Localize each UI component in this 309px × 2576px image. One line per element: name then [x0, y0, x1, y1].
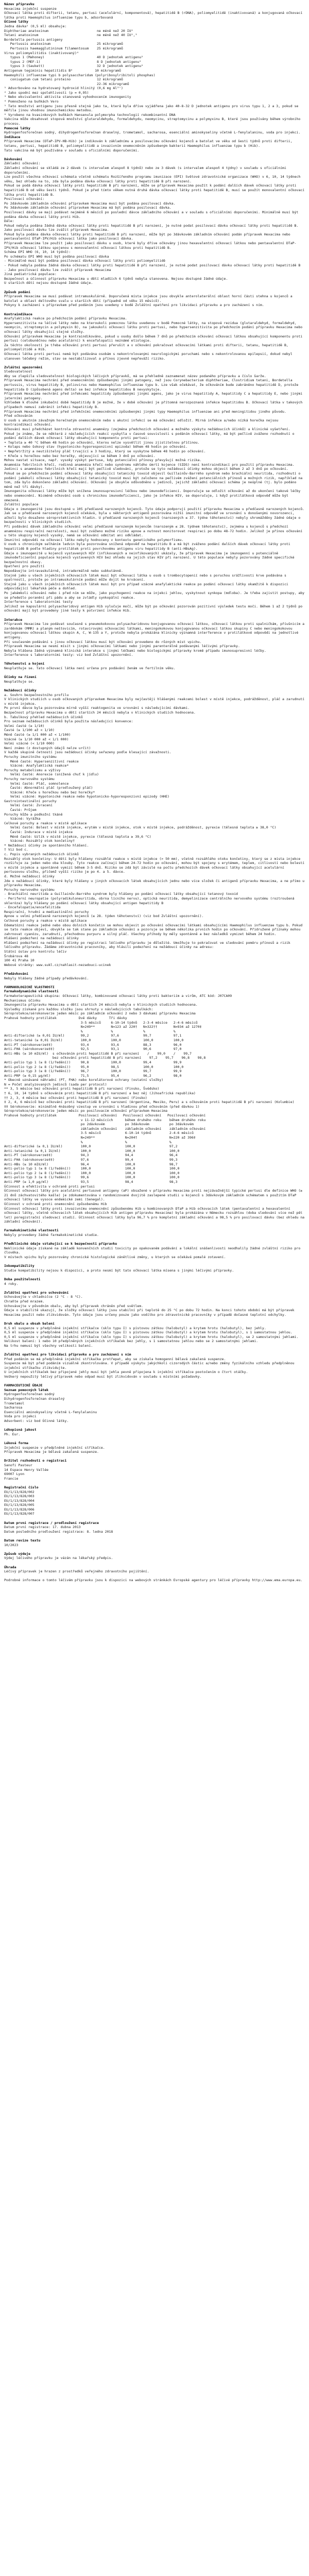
text-line: Respirační, hrudní a mediastinální poruchy: [4, 909, 89, 914]
text-line: * Obecně uznávané náhradní (PT, FHA) nebo korelátorové ochrany (ostatní složky): [4, 1078, 164, 1082]
text-line: Bordetella pertussis antigeny: [4, 37, 63, 42]
section-heading: Druh obalu a obsah balení: [4, 1321, 55, 1326]
text-line: Časté (≥ 1/100 až < 1/10): [4, 728, 55, 733]
text-line: Velmi vzácné (< 1/10 000): [4, 741, 55, 746]
text-line: Anti-polio typ 2 (≥ 8 (1/ředění)) 100,0 100,0 100,0: [4, 1171, 180, 1175]
section-heading: Farmakokinetické vlastnosti: [4, 1228, 59, 1233]
spacer: [4, 1534, 305, 1538]
text-line: Poruchy nervového systému: [4, 776, 55, 781]
text-line: typus 1 (Mahoney) 40 D jednotek antigenu⁵: [4, 55, 144, 60]
text-line: Anti-HBs (≥ 10 mIU/ml) s očkováním proti hepatitidě B při narození / 99,0 / 99,7: [4, 1051, 192, 1056]
text-line: Ph. Eur.: [4, 1432, 21, 1436]
section-heading: Předávkování: [4, 972, 28, 976]
section-heading: Datum první registrace / prodloužení registrace: [4, 1520, 99, 1525]
text-line: Anti-difterické (≥ 0,1 IU/ml) 100,0 100,0 97,2: [4, 1144, 178, 1149]
text-line: EU/1/13/828/003: [4, 1494, 35, 1499]
text-line: Na trhu nemusí být všechny velikosti balení.: [4, 1343, 93, 1348]
text-line: • Teplota ≥ 40 °C během 48 hodin po očkování, kterou nelze vysvětlit jinou zjistitelnou příčinou.: [4, 440, 200, 445]
text-line: Při současném podávání s jinou očkovací látkou musí být očkování provedeno do různých míst vpichu.: [4, 639, 202, 644]
spacer: [4, 1317, 305, 1321]
text-line: Apnoe u velmi předčasně narozených kojenců (≤ 28. týden těhotenství) (viz bod Zvláštní upozornění).: [4, 914, 204, 919]
text-line: Přípravek Hexacima se nesmí mísit s jinými očkovacími látkami nebo jinými parenterálně podávanými léčivými přípravky.: [4, 644, 240, 649]
text-line: Před podáním se má předplněná injekční stříkačka protřepat, aby se získala homogenní bělavá zakalená suspenze.: [4, 1357, 226, 1361]
text-line: V místech vpichu byly pozorovány chronické histologické zánětlivé změny, u kterých se očekává pomalé zotavení.: [4, 1255, 226, 1260]
text-line: Stejně jako u všech injekčních očkovacích látek musí být pro případ vzácné anafylaktické reakce po podání očkovací látky okamžitě k dispozici odpovídající lékařská péče a dohled.: [4, 582, 290, 591]
text-line: Pertussis anatoxinum 25 mikrogramů: [4, 42, 123, 46]
text-line: Interference s laboratorními testy: viz bod Zvláštní upozornění.: [4, 653, 133, 657]
text-line: Po 3dávkovém základním očkování přípravkem Hexacima má být podána posilovací dávka.: [4, 206, 171, 210]
spacer: [4, 1481, 305, 1485]
text-line: Po jakémkoli očkování nebo i před ním se může, jako psychogenní reakce na injekci jehlou, vyskytnout synkopa (mdloba). Je třeba zajistit postupy, aby se předešlo poranění při pádu a aby se zvládly synkopální reakce.: [4, 590, 307, 600]
text-line: ⁶ Vyrobeno na kvasinkových buňkách Hansenula polymorpha technologií rekombinantní DNA: [4, 112, 176, 117]
text-line: Účinnost a efektivita v ochraně proti pertusi: [4, 1184, 95, 1189]
text-line: Imunitní odpovědi na očkovací látku nebyly hodnoceny v kontextu genetického polymorfismu.: [4, 537, 184, 542]
text-line: Edematózní reakce jedné nebo obou dolních končetin se mohou objevit po očkování očkovacími látkami obsahujícími Haemophilus influenzae typu b. Pokud se tato reakce objeví, obvykle se tak stane po základním očkování a pozoruje se během několika prvních hodin po očkování. Přidružené příznaky mohou zahrnovat cyanózu, zarudnutí, přechodnou purpuru a silný pláč. Všechny příhody by měly spontánně a bez následků vymizet během 24 hodin.: [4, 923, 305, 936]
text-line: Základní očkování:: [4, 161, 41, 166]
text-line: Přípravek Hexacima je bělavá zakalená suspenze.: [4, 1450, 99, 1454]
text-line: Pokud byla podána dávka očkovací látky proti hepatitidě B při narození, může být po 3dávkovém základním očkování podán přípravek Hexacima nebo pentavalentní DTaP-IPV/Hib očkovací látka jako posilovací dávka.: [4, 232, 293, 241]
text-line: Aby se zlepšila sledovatelnost biologických léčivých přípravků, má se přehledně zaznamenat název podaného přípravku a číslo šarže.: [4, 374, 266, 378]
text-line: ² Jako spodní mez spolehlivosti (p = 0,95): [4, 90, 89, 95]
section-heading: Předklinické údaje vztahující se k bezpečnosti přípravku: [4, 1242, 117, 1246]
text-line: Dihydrogenfosforečnan draselný: [4, 1397, 65, 1401]
spacer: [4, 1348, 305, 1353]
text-line: Tetani anatoxinum ne méně než 40 IU²,³: [4, 33, 138, 38]
text-line: Výsledky získané pro každou složku jsou shrnuty v následujících tabulkách:: [4, 1007, 153, 1011]
text-line: Účinnost očkovací látky pro acelulární pertusové antigeny (aP) obsažené v přípravku Hexacima proti nejzávažnější typické pertusi dle definice WHO (≥ 21 dnů záchvatovitého kašle) je zdokumentována v randomizované dvojitě zaslepené studii u kojenců s 3dávkovým základním schématem s použitím DTaP očkovací látky ve vysoce endemické zemi (Senegal).: [4, 1189, 305, 1202]
text-line: Anti-FHA (sérokonverze‡‡) 92,5 93,1 90,6 97,0: [4, 1047, 182, 1052]
text-line: Esenciální aminokyseliny včetně L-fenylalaninu: [4, 1410, 97, 1414]
text-line: Diphtheriae anatoxinum ne méně než 20 IU²: [4, 28, 133, 33]
section-heading: Zvláštní opatření pro likvidaci přípravku a pro zacházení s ním: [4, 1352, 131, 1357]
text-line: Jiná pediatrická populace:: [4, 272, 57, 277]
section-heading: Dávkování: [4, 157, 23, 161]
text-line: Mohou nastat situace, např. vysoký výskyt pertuse, kdy potenciální přínosy převyšují možná rizika.: [4, 458, 202, 463]
text-line: Časté: Průjem: [4, 808, 37, 812]
section-heading: Seznam pomocných látek: [4, 1387, 49, 1392]
text-line: Injekční suspenze v předplněné injekční stříkačce.: [4, 1445, 105, 1450]
text-line: Nepodávejte intravaskulárně, intradermálně nebo subkutánně.: [4, 569, 123, 573]
text-line: Očkovací látka proti pertusi nemá být podávána osobám s nekontrolovanými neurologickými poruchami nebo s nekontrolovanou epilepsií, dokud nebyl stanoven léčebný režim, stav se nestabilizoval a přínos zjevně nepřeváží riziko.: [4, 351, 295, 361]
spacer: [4, 1436, 305, 1441]
section-heading: FARMAKOLOGICKÉ VLASTNOSTI: [4, 985, 55, 989]
text-line: ‡ 2, 4, 6 měsíců bez očkování proti hepatitidě B při narození (Argentina, Mexiko, Peru) a s očkováním proti hepatitidě B při narození (Kolumbie): [4, 1100, 295, 1105]
text-line: Účinnost očkovací látky proti invazivnímu onemocnění způsobenému Hib u kombinovaných DTaP a Hib očkovacích látek (pentavalentní a hexavalentní očkovací látky, včetně očkovacích látek obsahujících Hib antigen přípravku Hexacima) byla prokázána v Německu rozsáhlou (doba sledování více než pět let) poregistrační sledovací studií. Účinnost očkovací látky byla 96,7 % pro kompletní základní očkování a 98,5 % pro posilovací dávku (bez ohledu na základní očkování).: [4, 1206, 307, 1224]
text-line: % % %: [4, 1140, 171, 1144]
text-line: Datum první registrace: 17. dubna 2013: [4, 1525, 81, 1530]
text-line: Anti-HBs (≥ 10 mIU/ml) 96,4 100,0 98,7: [4, 1162, 178, 1166]
section-heading: Zvláštní opatření pro uchovávání: [4, 1290, 69, 1295]
section-heading: Název přípravku: [4, 2, 35, 6]
spacer: [4, 671, 305, 675]
text-line: Pokud se podá dávka očkovací látky proti hepatitidě B při narození, může se přípravek Hexacima použít k podání dalších dávek očkovací látky proti hepatitidě B od věku šesti týdnů. Pokud je před tímto věkem nutná druhá dávka očkovací látky proti hepatitidě B, musí se použít monovalentní očkovací látka proti hepatitidě B.: [4, 183, 307, 197]
text-line: †† 2, 3, 4 měsíce bez očkování proti hepatitidě B při narození (Finsko): [4, 1095, 147, 1100]
text-line: Lze použít všechna očkovací schémata včetně schématu Rozšířeného programu imunizace (EPI) Světové zdravotnické organizace (WHO) v 6, 10, 14 týdnech věku, bez ohledu na to, zda byla podána dávka očkovací látky proti hepatitidě B při narození.: [4, 175, 303, 183]
text-line: V klinických studiích u osob očkovaných přípravkem Hexacima byly nejčastěji hlášenými reakcemi bolest v místě injekce, podrážděnost, pláč a zarudnutí v místě injekce.: [4, 697, 307, 706]
text-line: Očkovací látka proti difterii, tetanu, pertusi (acelulární, komponentová), hepatitidě B (rDNA), poliomyelitidě (inaktivovaná) a konjugovaná očkovací látka proti Haemophilus influenzae typu b, adsorbovaná: [4, 11, 305, 20]
text-line: Imunogenita přípravku Hexacima u dětí starších 24 měsíců nebyla v klinických studiích hodnocena.: [4, 1003, 198, 1007]
text-line: 0,5 ml suspenze v předplněné injekční stříkačce (sklo typu I) s pístovou zátkou (halobutyl) a krytem hrotu (halobutyl), bez jehly.: [4, 1326, 266, 1330]
section-heading: Pomocné látky: [4, 126, 30, 130]
text-line: Státní ústav pro kontrolu léčiv: [4, 950, 67, 954]
text-line: Hydrogenfosforečnan sodný, dihydrogenfosforečnan draselný, trometamol, sacharosa, esenciální aminokyseliny včetně L-fenylalaninu, voda pro injekci.: [4, 130, 301, 135]
text-line: Očkování musí předcházet kontrola zdravotní anamnézy (zejména předchozích očkování a možného výskytu nežádoucích účinků) a klinické vyšetření.: [4, 427, 290, 431]
text-line: Méně časté (≥ 1/1 000 až < 1/100): [4, 732, 71, 737]
text-line: Bezpečnost a účinnost přípravku Hexacima u dětí mladších 6 týdnů nebyla stanovena. Nejsou dostupné žádné údaje.: [4, 276, 228, 281]
text-line: Před očkováním: [4, 414, 32, 418]
text-line: * Nežádoucí účinky ze spontánního hlášení.: [4, 843, 89, 848]
text-line: Údaje o imunogenitě jsou dostupné u 105 předčasně narozených kojenců. Tyto údaje podporují použití přípravku Hexacima u předčasně narozených kojenců. Jak se u předčasně narozených kojenců očekává, byla u některých antigenů pozorována nižší imunitní odpověď ve srovnání s donošenými novorozenci, ačkoli bylo dosaženo séroprotektivních hladin. U předčasně narozených kojenců (narozených ≤ 37. týdne těhotenství) nebyly shromážděny žádné údaje o bezpečnosti v klinických studiích.: [4, 506, 307, 524]
section-heading: Těhotenství a kojení: [4, 662, 45, 666]
text-line: Pertussis haemagglutininum filamentosum 25 mikrogramů: [4, 46, 123, 50]
text-line: Chraňte před mrazem.: [4, 1299, 45, 1303]
text-line: ⁵ Tato množství antigenu jsou přesně stejná jako ta, která byla dříve vyjádřena jako 40-8-32 D jednotek antigenu pro virus typu 1, 2 a 3, pokud se měřila jinou vhodnou imunochemickou metodou.: [4, 104, 301, 113]
text-line: - Jako posilovací dávku lze zvážit přípravek Hexacima: [4, 267, 111, 272]
text-line: N=249** N=204† N=220 až 396‡: [4, 1136, 196, 1140]
text-line: v 11-12 měsících během druhého roku během druhého roku: [4, 1117, 206, 1122]
text-line: Interference s laboratorními testy: [4, 600, 73, 604]
text-line: Velmi časté: Anorexie (snížená chuť k jídlu): [4, 772, 99, 777]
text-line: Anti-polio typ 1 (≥ 8 (1/ředění)) 90,8 100,0 99,4 99,9: [4, 1060, 182, 1064]
text-line: Hydrogenfosforečnan sodný: [4, 1392, 55, 1397]
section-heading: Zvláštní upozornění: [4, 365, 43, 369]
section-heading: Nežádoucí účinky: [4, 688, 37, 693]
text-line: ¹ Adsorbováno na hydratovaný hydroxid hlinitý (0,6 mg Al³⁺): [4, 86, 123, 91]
text-line: Suspenze má být před podáním vizuálně zkontrolována. V případě výskytu jakýchkoli cizorodých částic a/nebo změny fyzikálního vzhledu předplněnou injekční stříkačku zlikvidujte.: [4, 1361, 297, 1370]
section-heading: Úhrada: [4, 1565, 16, 1569]
text-line: Velmi časté: Pláč, somnolence: [4, 781, 69, 786]
text-line: Hypersenzitivita na léčivé látky nebo na kteroukoli pomocnou látku uvedenou v bodě Pomocné látky, na stopová rezidua (glutaraldehyd, formaldehyd, neomycin, streptomycin a polymyxin B), na jakoukoli očkovací látku proti pertusi, nebo hypersenzitivita po předchozím podání přípravku Hexacima nebo očkovací látky obsahující stejné složky.: [4, 320, 305, 334]
text-line: c. Popis vybraných nežádoucích účinků: [4, 852, 79, 856]
text-line: Séroprotekce/sérokonverze jeden měsíc po základním očkování 2 nebo 3 dávkami přípravku Hexacima: [4, 1011, 196, 1016]
text-line: Vzácné: Anafylaktická reakce*: [4, 764, 69, 768]
text-line: Stejně jako u všech injekčních očkovacích látek musí být očkovací látka u osob s trombocytopenií nebo s poruchou srážlivosti krve podávána s opatrností, protože po intramuskulárním podání může dojít ke krvácení.: [4, 573, 288, 582]
text-line: EU/1/13/828/005: [4, 1503, 35, 1507]
spacer: [4, 1454, 305, 1459]
text-line: - Periferní neuropatie (polyradikuloneuritida, obrna lícního nervu), optická neuritida, demyelinizace centrálního nervového systému (roztroušená skleróza) byly hlášeny po podání očkovací látky obsahující antigen hepatitidy B: [4, 896, 297, 905]
text-line: Veškerý nepoužitý léčivý přípravek nebo odpad musí být zlikvidován v souladu s místními požadavky.: [4, 1375, 202, 1379]
spacer: [4, 361, 305, 365]
section-heading: Interakce: [4, 617, 23, 622]
spacer: [4, 1574, 305, 1579]
text-line: a. Souhrn bezpečnostního profilu: [4, 692, 69, 697]
spacer: [4, 1286, 305, 1291]
text-line: U injekčních stříkaček bez připojené jehly musí být jehla pevně připojena k injekční stříkačce pootočením o čtvrt otáčky.: [4, 1370, 248, 1375]
spacer: [4, 613, 305, 618]
text-line: Za těchto okolností je třeba očkování proti pertusi přerušit a v očkování pokračovat očkovacími látkami proti difterii, tetanu, hepatitidě B, poliomyelitidě a Hib.: [4, 343, 290, 352]
text-line: Neuplatňuje se. Tato očkovací látka není určena pro podávání ženám ve fertilním věku.: [4, 666, 176, 671]
text-line: Sanofi Pasteur: [4, 1463, 32, 1467]
text-line: Anti-polio typ 3 (≥ 8 (1/ředění)) 96,7 100,0 99,7 99,9: [4, 1069, 182, 1074]
section-heading: FARMACEUTICKÉ ÚDAJE: [4, 1383, 43, 1388]
text-line: Údaje o stabilitě ukazují, že složky očkovací látky jsou stabilní při teplotě do 25 °C po dobu 72 hodin. Na konci tohoto období má být přípravek Hexacima použit nebo zlikvidován. Tyto údaje jsou určeny pouze jako vodítko pro zdravotnické pracovníky v případě dočasné teplotní odchylky.: [4, 1308, 297, 1317]
text-line: EU/1/13/828/007: [4, 1512, 35, 1516]
text-line: Prahové hodnoty protilátek Dvě dávky Tři dávky: [4, 1015, 127, 1020]
section-heading: Lékopisná jakost: [4, 1428, 37, 1432]
text-line: Nebyla hlášena žádná významná klinická interakce s jinými léčbami nebo biologickými přípravky kromě případu imunosupresivní léčby.: [4, 648, 266, 653]
text-line: Nebyly provedeny žádné farmakokinetické studie.: [4, 1233, 99, 1238]
text-line: Vzhledem k dlouhé inkubační době hepatitidy B je možné, že v době očkování je přítomná nerozpoznaná infekce hepatitidou B. Očkovací látka v takových případech nemusí zabránit infekci hepatitidy B.: [4, 400, 305, 410]
text-line: Anti-PRP (≥ 1,0 µg/ml) 93,5 98,4 98,3: [4, 1179, 178, 1184]
text-line: Anti-PT (sérokonverze‡‡) 93,4 93,6 88,3 96,0: [4, 1042, 182, 1047]
text-line: Hlášení podezření na nežádoucí účinky po registraci léčivého přípravku je důležité. Umožňuje to pokračovat ve sledování poměru přínosů a rizik léčivého přípravku. Žádáme zdravotnické pracovníky, aby hlásili podezření na nežádoucí účinky na adresu:: [4, 940, 293, 950]
text-line: základním očkování základním očkování základním očkování: [4, 1126, 206, 1131]
text-line: Celkové poruchy a reakce v místě aplikace: [4, 918, 87, 923]
spacer: [4, 1224, 305, 1229]
text-line: Očkování přípravkem Hexacima je kontraindikováno, pokud u osoby došlo během 7 dnů po předchozím očkování očkovací látkou obsahující komponentu proti pertusi (celobuněčnou nebo acelulární) k encefalopatii neznámé etiologie.: [4, 334, 305, 343]
text-line: Dále:: [4, 219, 14, 224]
text-line: • Křeče s horečkou nebo bez horečky, objevující se během 3 dnů po očkování.: [4, 453, 156, 458]
text-line: Opatření pro použití: [4, 564, 45, 569]
text-line: U starších dětí nejsou dostupné žádné údaje.: [4, 281, 93, 285]
text-line: Tato vakcína má být používána v souladu s oficiálními doporučeními.: [4, 148, 140, 152]
text-line: 0,5 ml suspenze v předplněné injekční stříkačce (sklo typu I) s pístovou zátkou (halobutyl) a krytem hrotu (halobutyl), se 2 samostatnými jehlami.: [4, 1334, 299, 1339]
spacer: [4, 1547, 305, 1552]
text-line: Pokyny k zacházení s přípravkem před podáním jsou uvedeny v bodě Zvláštní opatření pro likvidaci přípravku a pro zacházení s ním.: [4, 303, 264, 308]
text-line: Adsorbent: viz bod Účinné látky.: [4, 1419, 69, 1423]
text-line: Datum posledního prodloužení registrace: 8. ledna 2018: [4, 1529, 113, 1534]
text-line: bez očkování proti hepatitidě B při narození 97,2 95,7 96,8 98,8: [4, 1056, 206, 1060]
text-line: Schéma EPI WHO (6, 10, 14 týdnů):: [4, 250, 71, 255]
text-line: typus 3 (Saukett) 32 D jednotek antigenu⁵: [4, 64, 144, 69]
text-line: Farmakoterapeutická skupina: Očkovací látky, kombinované očkovací látky proti bakteriím a virům, ATC kód: J07CA09: [4, 994, 232, 998]
text-line: Bezpečnost přípravku Hexacima u dětí starších 24 měsíců nebyla v klinických studiích hodnocena.: [4, 710, 196, 715]
spacer: [4, 684, 305, 688]
text-line: Poruchy metabolismu a výživy: [4, 768, 61, 772]
text-line: Pokud nebyla podána žádná dávka očkovací látky proti hepatitidě B při narození, je nutné podat posilovací dávku očkovací látky proti hepatitidě B. Jako posilovací dávku lze zvážit přípravek Hexacima.: [4, 223, 301, 232]
spacer: [4, 1561, 305, 1565]
text-line: Vakcína může obsahovat stopová množství glutaraldehydu, formaldehydu, neomycinu, streptomycinu a polymyxinu B, které jsou používány během výrobního procesu.: [4, 117, 303, 126]
text-line: Léčivý přípravek je hrazen z prostředků veřejného zdravotního pojištění.: [4, 1569, 149, 1574]
text-line: 0,5 ml suspenze v předplněné injekční stříkačce (sklo typu I) s pístovou zátkou (halobutyl) a krytem hrotu (halobutyl), s 1 samostatnou jehlou.: [4, 1330, 293, 1335]
text-line: Základní očkování se skládá ze 2 dávek (s intervalem alespoň 8 týdnů) nebo ze 3 dávek (s intervalem alespoň 4 týdny) v souladu s oficiálními doporučeními.: [4, 165, 288, 175]
text-line: - Minimálně musí být podána posilovací dávka očkovací látky proti poliomyelitidě: [4, 259, 166, 263]
text-line: Prahové hodnoty protilátek Posilovací očkování Posilovací očkování Posilovací očkování: [4, 1113, 206, 1118]
spacer: [4, 1260, 305, 1264]
text-line: Neklinické údaje získané na základě konvenčních studií toxicity po opakovaném podávání a lokální snášenlivosti neodhalily žádné zvláštní riziko pro člověka.: [4, 1246, 303, 1255]
text-line: Velmi vzácné: Hypotonické reakce nebo hypotonicko-hyporesponzivní epizody (HHE): [4, 794, 169, 799]
section-heading: Datum revize textu: [4, 1538, 41, 1543]
text-line: Sacharosa: [4, 1405, 23, 1410]
text-line: Antigenum tegiminis hepatitidis B⁶ 10 mikrogramů: [4, 68, 121, 73]
text-line: Posilovací dávky se mají podávat nejméně 6 měsíců po poslední dávce základního očkování a v souladu s oficiálními doporučeními. Minimálně musí být podána dávka očkovací látky proti Hib.: [4, 210, 301, 219]
text-line: Sledovatelnost: [4, 369, 32, 374]
text-line: Časté: Indurace v místě injekce: [4, 830, 73, 835]
text-line: 3-5 měsíců 6-10-14 týdnů 2-3-4 měsíce 2-4-6 měsíců: [4, 1020, 198, 1025]
text-line: - Pokud nebyla podána žádná dávka očkovací látky proti hepatitidě B při narození, je nutné podat posilovací dávku očkovací látky proti hepatitidě B: [4, 263, 301, 268]
spacer: [4, 657, 305, 662]
text-line: Velikost balení: 1 nebo 10 předplněných injekčních stříkaček bez jehly, s 1 samostatnou jehlou nebo se 2 samostatnými jehlami.: [4, 1339, 259, 1344]
text-line: coniugatum cum tetani proteino 12 mikrogramů: [4, 77, 123, 82]
text-line: Při podávání dávek základního očkování velmi předčasně narozeným kojencům (narozeným ≤ 28. týdnem těhotenství), zejména u kojenců s předchozí anamnézou respirační nezralosti, musí být zváženo možné riziko apnoe a nutnost monitorovat respiraci po dobu 48-72 hodin. Jelikož je přínos očkování u této skupiny kojenců vysoký, nemá se očkování odmítat ani odkládat.: [4, 524, 305, 538]
text-line: Vzácné (≥ 1/10 000 až < 1/1 000): [4, 737, 69, 741]
text-line: Vzácné: Křeče s horečkou nebo bez horečky*: [4, 790, 95, 794]
text-line: ³ Nebo ekvivalentní aktivita stanovená vyhodnocením imunogenity: [4, 95, 131, 99]
text-line: Séroprotekce/sérokonverze jeden měsíc po posilovacím očkování přípravkem Hexacima: [4, 1109, 167, 1113]
text-line: Trometamol: [4, 1401, 25, 1405]
spacer: [4, 1516, 305, 1521]
text-line: - Encefalopatie/encefalitida: [4, 905, 61, 910]
section-heading: Účinné látky: [4, 20, 28, 24]
text-line: Poruchy nervového systému: [4, 887, 55, 892]
text-line: b. Tabulkový přehled nežádoucích účinků: [4, 715, 83, 719]
text-line: EU/1/13/828/004: [4, 1498, 35, 1503]
text-line: Hlášení podezření na nežádoucí účinky: [4, 936, 79, 941]
text-line: 69007 Lyon: [4, 1472, 25, 1477]
text-line: Anti-PT (sérokonverze‡‡) 94,3 94,4 96,4: [4, 1153, 178, 1158]
text-line: Anti-FHA (sérokonverze‡‡) 97,6 99,4 99,3: [4, 1157, 178, 1162]
text-line: Posilovací očkování:: [4, 197, 45, 201]
text-line: Účinnost v ochraně proti onemocnění způsobenému Hib: [4, 1201, 107, 1206]
text-line: † 6, 10, 14 týdnů s očkováním proti hepatitidě B při narození a bez něj (Jihoafrická republika): [4, 1091, 196, 1096]
text-line: • Nepřetržitý a neutišitelný pláč trvající ≥ 3 hodiny, který se vyskytne během 48 hodin po očkování.: [4, 449, 206, 453]
text-line: 4 roky.: [4, 1281, 19, 1286]
spacer: [4, 1379, 305, 1384]
text-line: Jde o nežádoucí účinky, které byly hlášeny u jiných očkovacích látek obsahujících jednu nebo více složek či antigenů přípravku Hexacima, a ne přímo u přípravku Hexacima.: [4, 878, 307, 888]
section-heading: Farmakodynamické vlastnosti: [4, 989, 59, 994]
section-heading: Inkompatibility: [4, 1264, 35, 1268]
text-line: Rozsáhlý otok končetiny: U dětí byly hlášeny rozsáhlé reakce v místě injekce (> 50 mm), včetně rozsáhlého otoku končetiny, který se z místa injekce rozšiřuje za jeden nebo oba klouby. Tyto reakce začínají během 24-72 hodin po očkování, mohou být spojeny s erytémem, teplem, citlivostí nebo bolestí v místě injekce a spontánně vymizí během 3-5 dnů. Riziko se zdá být závislé na počtu předchozích dávek očkovací látky obsahující acelulární pertusovou složku, přičemž vyšší riziko je po 4. a 5. dávce.: [4, 856, 307, 874]
text-line: Nebyly hlášeny žádné případy předávkování.: [4, 976, 89, 980]
text-line: Méně časté: Uzlík v místě injekce, pyrexie (tělesná teplota ≥ 39,6 °C): [4, 834, 151, 839]
text-line: ** 3, 5 měsíce bez očkování proti hepatitidě B při narození (Finsko, Švédsko): [4, 1087, 160, 1091]
text-line: Pokud je známo, že se některá z následujících reakcí vyskytla v časové souvislosti s podáním očkovací látky, má být pečlivě zváženo rozhodnutí o podání dalších dávek očkovací látky obsahující komponentu proti pertusi:: [4, 431, 297, 440]
text-line: Anti-tetanické (≥ 0,1 IU/ml) 100,0 100,0 100,0: [4, 1148, 180, 1153]
text-line: N = Počet analyzovaných jedinců (sada per protocol): [4, 1082, 107, 1087]
text-line: ‡‡ Sérokonverze: minimálně 4násobný vzestup ve srovnání s hladinou před očkováním (před dávkou 1): [4, 1104, 200, 1109]
text-line: Mechanismus účinku: [4, 998, 41, 1003]
text-line: Uchovávejte v chladničce (2 °C - 8 °C).: [4, 1295, 83, 1299]
text-line: U osob s chronickým selháním ledvin byla pozorována snížená odpověď na hepatitidu B a má být zváženo podání dalších dávek očkovací látky proti hepatitidě B podle hladiny protilátek proti povrchovému antigenu viru hepatitidy B (anti-HBsAg).: [4, 542, 293, 551]
text-line: Přípravek Hexacima nechrání před infekčními onemocněními způsobenými jinými typy Haemophilus influenzae ani před meningitidou jiného původu.: [4, 409, 286, 414]
section-heading: Účinky na řízení: [4, 675, 37, 680]
text-line: Jelikož se kapsulární polysacharidový antigen Hib vylučuje močí, může být po očkování pozorován pozitivní výsledek testu moči. Během 1 až 2 týdnů po očkování mají být provedeny jiné testy k potvrzení infekce Hib.: [4, 604, 305, 613]
text-line: Haemophili influenzae typi b polysaccharidum (polyribosylribitoli phosphas): [4, 73, 156, 77]
text-line: Přípravek Hexacima nechrání před infekcemi hepatitidy způsobenými jinými agens, jako je virus hepatitidy A, hepatitidy C a hepatitidy E, nebo jinými jaterními patogeny.: [4, 392, 305, 400]
text-line: Údaje o imunogenitě u kojenců vystavených HIV (infikovaných a neinfikovaných) ukázaly, že přípravek Hexacima je imunogenní u potenciálně imunodeficientní populace kojenců vystavených HIV bez ohledu na jejich stav HIV při narození. U této populace nebyly pozorovány žádné specifické bezpečnostní obavy.: [4, 551, 297, 564]
text-line: po 2dávkovém po 3dávkovém po 3dávkovém: [4, 1122, 194, 1127]
text-line: - Brachiální neuritida a Guillainův-Barrého syndrom byly hlášeny po podání očkovací látky obsahující tetanový toxoid: [4, 892, 238, 896]
section-heading: Indikace: [4, 134, 21, 139]
text-line: Imunogenita očkovací látky může být snížena imunosupresivní léčbou nebo imunodeficiencí. Doporučuje se odložit očkování až do ukončení takové léčby nebo onemocnění. Nicméně očkování osob s chronickou imunodeficiencí, jako je infekce HIV, se doporučuje, i když protilátková odpověď může být omezená.: [4, 489, 303, 502]
text-line: Přípravek Hexacima lze použít jako posilovací dávku u osob, které byly dříve očkovány jinou hexavalentní očkovací látkou nebo pentavalentní DTaP-IPV/Hib očkovací látkou spojenou s monovalentní očkovací látkou proti hepatitidě B.: [4, 241, 297, 250]
text-line: N=249** N=123 až 220† N=322†† N=934 až 1270‡: [4, 1025, 202, 1029]
text-line: Gastrointestinální poruchy: [4, 799, 57, 803]
text-line: • Kolaps nebo šokový stav (hypotonicko-hyporesponzivní epizoda) během 48 hodin po očkování.: [4, 445, 188, 449]
text-line: % % % %: [4, 1029, 176, 1033]
spacer: [4, 1238, 305, 1242]
section-heading: Doba použitelnosti: [4, 1277, 41, 1281]
text-line: 10/2023: [4, 1543, 19, 1547]
text-line: Časté: Abnormální pláč (prodloužený pláč): [4, 786, 93, 790]
text-line: EU/1/13/828/002: [4, 1489, 35, 1494]
text-line: Anti-polio typ 2 (≥ 8 (1/ředění)) 95,0 98,5 100,0 100,0: [4, 1064, 184, 1069]
text-line: Anti-polio typ 3 (≥ 8 (1/ředění)) 99,6 100,0 100,0: [4, 1175, 180, 1180]
text-line: Studie kompatibility nejsou k dispozici, a proto nesmí být tato očkovací látka mísena s jinými léčivými přípravky.: [4, 1268, 234, 1273]
text-line: d. Možné nežádoucí účinky: [4, 874, 55, 878]
text-line: Přípravek Hexacima se musí podávat intramuskulárně. Doporučená místa injekce jsou obvykle anterolaterální oblast horní části stehna u kojenců a batolat a oblast deltového svalu u starších dětí (případně od věku 15 měsíců).: [4, 294, 295, 303]
text-line: Velmi časté (≥ 1/10): [4, 723, 45, 728]
text-line: Šrobárova 48: [4, 954, 28, 958]
text-line: Jedna dávka¹ (0,5 ml) obsahuje:: [4, 24, 67, 28]
text-line: † Viz bod c.: [4, 848, 28, 852]
text-line: Anamnéza febrilních křečí, rodinná anamnéza křečí nebo syndromu náhlého úmrtí kojence (SIDS) není kontraindikací pro použití přípravku Hexacima. Jedinci s anamnézou febrilních křečí mají být pečlivě sledováni, protože se tyto nežádoucí účinky mohou objevit během 2 až 3 dnů po očkování.: [4, 462, 297, 471]
text-line: Méně časté: Hypersenzitivní reakce: [4, 759, 79, 764]
text-line: Velmi časté: Zvracení: [4, 803, 53, 808]
text-line: V každé skupině četností jsou nežádoucí účinky seřazeny podle klesající závažnosti.: [4, 750, 171, 755]
text-line: Neuplatňuje se.: [4, 679, 35, 684]
text-line: Velmi časté: Bolest v místě injekce, erytém v místě injekce, otok v místě injekce, podrážděnost, pyrexie (tělesná teplota ≥ 38,0 °C): [4, 825, 277, 830]
section-heading: Držitel rozhodnutí o registraci: [4, 1459, 67, 1463]
text-line: Vzácné: Rozsáhlý otok končetiny†: [4, 839, 75, 843]
text-line: 22-36 mikrogramů: [4, 81, 129, 86]
text-line: Po první dávce byla pozorována mírně vyšší reaktogenita ve srovnání s následujícími dávkami.: [4, 706, 190, 710]
section-heading: Způsob podání: [4, 290, 30, 294]
text-line: Voda pro injekci: [4, 1414, 37, 1419]
text-line: Přípravek Hexacima lze podávat současně s pneumokokovou polysacharidovou konjugovanou očkovací látkou, očkovací látkou proti spalničkám, příušnicím a zarděnkám (MMR) a planým neštovicím, rotavirovými očkovacími látkami, meningokokovou konjugovanou očkovací látkou skupiny C nebo meningokokovou konjugovanou očkovací látkou skupin A, C, W-135 a Y, protože nebyla prokázána klinicky významná interference v protilátkové odpovědi na jednotlivé antigeny.: [4, 622, 307, 639]
text-line: Pokud se po předchozím podání očkovací látky obsahující tetanický toxoid objevil Guillainův-Barrého syndrom nebo brachiální neuritida, rozhodnutí o podání jakékoli očkovací látky obsahující tetanický toxoid musí být založeno na pečlivém zvážení potenciálních přínosů a možných rizik, například na tom, zda bylo dokončeno základní očkování. Očkování je obvykle odůvodněno u jedinců, jejichž základní očkovací schéma je neúplné (tj. bylo podáno méně než tři dávky).: [4, 471, 305, 489]
text-line: 3-5 měsíců 6-10-14 týdnů 2-4-6 měsíců: [4, 1131, 194, 1136]
text-line: Hexacima injekční suspenze: [4, 6, 57, 11]
text-line: Pro seznam nežádoucích účinků byla použita následující konvence:: [4, 719, 133, 724]
text-line: Anafylaktická reakce po předchozím podání přípravku Hexacima.: [4, 316, 127, 321]
text-line: Virus poliomyelitidis (inaktivovaný)⁴: [4, 50, 79, 55]
spacer: [4, 308, 305, 312]
text-line: Zvláštní populace: [4, 502, 39, 507]
spacer: [4, 152, 305, 157]
text-line: Po 2dávkovém základním očkování přípravkem Hexacima musí být podána posilovací dávka.: [4, 201, 176, 206]
section-heading: Způsob výdeje: [4, 1551, 30, 1556]
text-line: Podrobné informace o tomto léčivém přípravku jsou k dispozici na webových stránkách Evropské agentury pro léčivé přípravky http://www.ema.europa.eu.: [4, 1578, 303, 1583]
text-line: Anti-difterické (≥ 0,01 IU/ml) 99,2 97,6 99,7 97,1: [4, 1033, 182, 1038]
text-line: U osob s akutním závažným horečnatým onemocněním nebo s akutní infekcí se má očkování odložit. Mírná infekce a/nebo nízká horečka nejsou kontraindikací očkování.: [4, 418, 281, 427]
text-line: Není známo (z dostupných údajů nelze určit): [4, 745, 91, 750]
spacer: [4, 967, 305, 972]
text-line: 14 Espace Henry Vallée: [4, 1467, 49, 1472]
spacer: [4, 285, 305, 290]
text-line: Výdej léčivého přípravku je vázán na lékařský předpis.: [4, 1556, 113, 1561]
text-line: Anti-PRP (≥ 0,15 µg/ml) 71,5 95,4 96,2 98,0: [4, 1073, 182, 1078]
section-heading: Kontraindikace: [4, 312, 32, 316]
text-line: Webové stránky: www.sukl.cz/nahlasit-nezadouci-ucinek: [4, 962, 111, 967]
text-line: Anti-polio typ 1 (≥ 8 (1/ředění)) 100,0 100,0 100,0: [4, 1166, 180, 1171]
spacer: [4, 1423, 305, 1428]
spacer: [4, 980, 305, 985]
text-line: Poruchy kůže a podkožní tkáně: [4, 812, 63, 817]
text-line: Vzácné: Vyrážka: [4, 817, 41, 821]
text-line: Anti-tetanické (≥ 0,01 IU/ml) 100,0 100,0 100,0 100,0: [4, 1038, 184, 1042]
text-line: Celkové poruchy a reakce v místě aplikace: [4, 821, 87, 825]
spacer: [4, 1273, 305, 1277]
text-line: Uchovávejte v původním obalu, aby byl přípravek chráněn před světlem.: [4, 1303, 144, 1308]
section-heading: Registrační číslo: [4, 1485, 39, 1489]
text-line: EU/1/13/828/006: [4, 1507, 35, 1512]
text-line: Poruchy imunitního systému: [4, 754, 57, 759]
text-line: Po schématu EPI WHO musí být podána posilovací dávka: [4, 254, 109, 259]
text-line: Francie: [4, 1476, 19, 1481]
text-line: typus 2 (MEF-1) 8 D jednotek antigenu⁵: [4, 59, 142, 64]
text-line: Přípravek Hexacima (DTaP-IPV-HB-Hib) je indikován k základnímu a posilovacímu očkování kojenců a batolat ve věku od šesti týdnů proti difterii, tetanu, pertusi, hepatitidě B, poliomyelitidě a invazivním onemocněním způsobeným bakterií Haemophilus influenzae typu b (Hib).: [4, 139, 295, 148]
text-line: 100 41 Praha 10: [4, 958, 35, 963]
section-heading: Léková forma: [4, 1440, 28, 1445]
text-line: Přípravek Hexacima nechrání před onemocněními způsobenými jinými patogeny, než jsou Corynebacterium diphtheriae, Clostridium tetani, Bordetella pertussis, virus hepatitidy B, poliovirus nebo Haemophilus influenzae typu b. Lze však očekávat, že očkováním bude zabráněno hepatitidě D, protože hepatitida D (způsobená agens delta) se bez infekce hepatitidou B nevyskytuje.: [4, 378, 301, 392]
text-line: ⁴ Pomnoženo na buňkách Vero: [4, 99, 59, 104]
